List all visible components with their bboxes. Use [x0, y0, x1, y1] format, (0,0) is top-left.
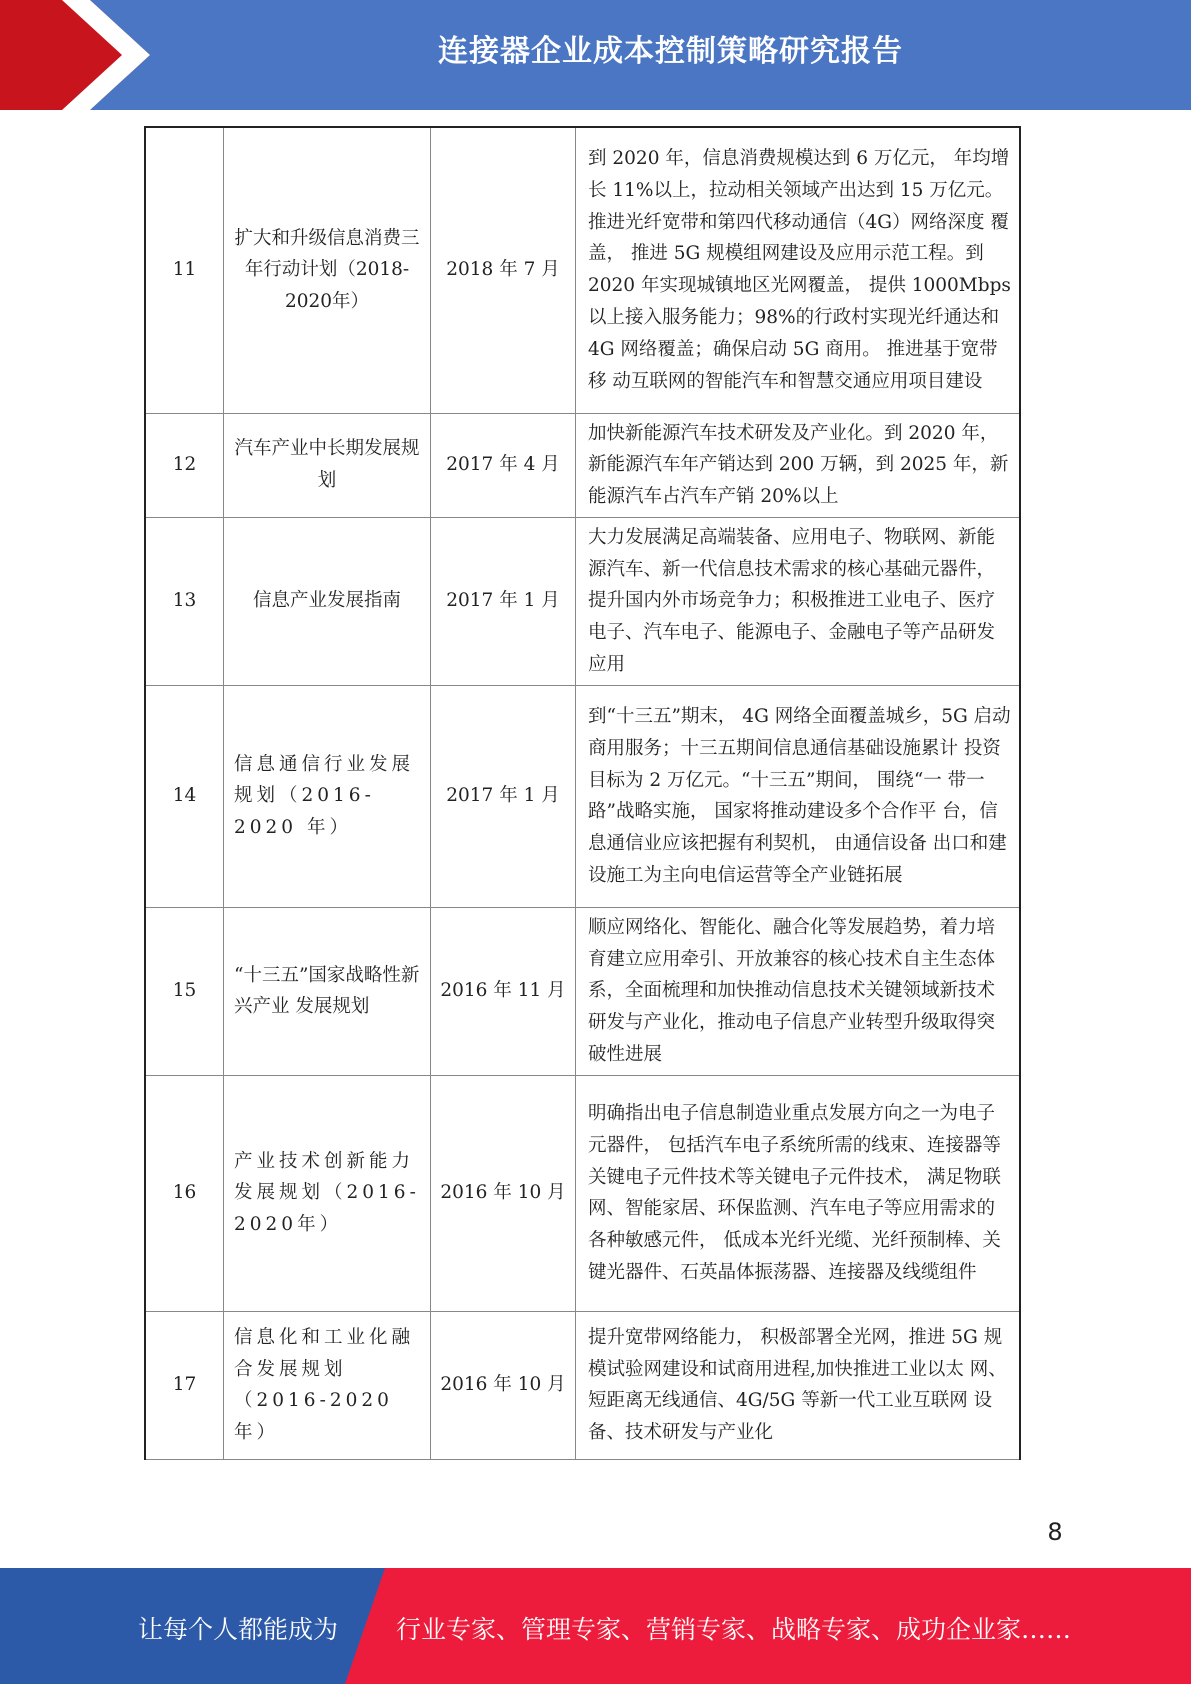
policy-description: 大力发展满足高端装备、应用电子、物联网、新能源汽车、新一代信息技术需求的核心基础元器件， 提升国内外市场竞争力；积极推进工业电子、医疗电子、汽车电子、能源电子、金融电子等产品研发应用 [576, 517, 1021, 685]
policy-name: “十三五”国家战略性新 兴产业 发展规划 [224, 907, 431, 1075]
table-row [145, 127, 1020, 413]
policy-name: 产业技术创新能力发展规划（2016-2020年） [224, 1075, 431, 1311]
report-title: 连接器企业成本控制策略研究报告 [438, 34, 903, 69]
policy-name: 信息通信行业发展规划（2016-2020 年） [224, 685, 431, 907]
policy-date: 2016 年 10 月 [431, 1311, 576, 1459]
row-number: 16 [145, 1075, 224, 1311]
policy-date: 2018 年 7 月 [431, 127, 576, 413]
policy-description: 提升宽带网络能力， 积极部署全光网，推进 5G 规模试验网建设和试商用进程,加快推进工业以太 网、短距离无线通信、4G/5G 等新一代工业互联网 设备、技术研发与产业化 [576, 1311, 1021, 1459]
header-arrow-decoration [0, 0, 160, 110]
policy-description: 明确指出电子信息制造业重点发展方向之一为电子元器件， 包括汽车电子系统所需的线束、连接器等关键电子元件技术等关键电子元件技术， 满足物联网、智能家居、环保监测、汽车电子等应用需求的各种敏感元件， 低成本光纤光缆、光纤预制棒、关键光器件、石英晶体振荡器、连接器及线缆组件 [576, 1075, 1021, 1311]
policy-date: 2017 年 1 月 [431, 685, 576, 907]
policy-description: 加快新能源汽车技术研发及产业化。到 2020 年，新能源汽车年产销达到 200 万辆，到 2025 年，新能源汽车占汽车产销 20%以上 [576, 413, 1021, 517]
policy-date: 2017 年 4 月 [431, 413, 576, 517]
row-number: 15 [145, 907, 224, 1075]
row-number: 11 [145, 127, 224, 413]
policy-name: 信息产业发展指南 [224, 517, 431, 685]
policy-table [144, 126, 1021, 1460]
policy-name: 扩大和升级信息消费三年行动计划（2018-2020年） [224, 127, 431, 413]
policy-name: 汽车产业中长期发展规划 [224, 413, 431, 517]
page-number: 8 [1047, 1518, 1063, 1546]
policy-description: 到 2020 年，信息消费规模达到 6 万亿元， 年均增长 11%以上，拉动相关领域产出达到 15 万亿元。推进光纤宽带和第四代移动通信（4G）网络深度 覆盖， 推进 5G 规模组网建设及应用示范工程。到 2020 年实现城镇地区光网覆盖， 提供 1000Mbps 以上接入服务能力；98%的行政村实现光纤通达和 4G 网络覆盖；确保启动 5G 商用。 推进基于宽带移 动互联网的智能汽车和智慧交通应用项目建设 [576, 127, 1021, 413]
page-header [0, 0, 1191, 110]
table-row [145, 907, 1020, 1075]
row-number: 12 [145, 413, 224, 517]
row-number: 14 [145, 685, 224, 907]
footer-slogan-left: 让每个人都能成为 [138, 1615, 339, 1644]
table-row [145, 1311, 1020, 1459]
policy-date: 2016 年 10 月 [431, 1075, 576, 1311]
footer-slogan-right: 行业专家、管理专家、营销专家、战略专家、成功企业家…… [396, 1615, 1072, 1644]
row-number: 17 [145, 1311, 224, 1459]
policy-description: 到“十三五”期末， 4G 网络全面覆盖城乡，5G 启动商用服务；十三五期间信息通信基础设施累计 投资目标为 2 万亿元。“十三五”期间， 围绕“一 带一路”战略实施， 国家将推动建设多个合作平 台，信息通信业应该把握有利契机， 由通信设备 出口和建设施工为主向电信运营等全产业链拓展 [576, 685, 1021, 907]
row-number: 13 [145, 517, 224, 685]
policy-date: 2017 年 1 月 [431, 517, 576, 685]
page-footer [0, 1568, 1191, 1684]
table-row [145, 1075, 1020, 1311]
policy-name: 信息化和工业化融合发展规划（2016-2020年） [224, 1311, 431, 1459]
policy-date: 2016 年 11 月 [431, 907, 576, 1075]
policy-description: 顺应网络化、智能化、融合化等发展趋势，着力培育建立应用牵引、开放兼容的核心技术自主生态体系，全面梳理和加快推动信息技术关键领域新技术研发与产业化，推动电子信息产业转型升级取得突破性进展 [576, 907, 1021, 1075]
table-row [145, 685, 1020, 907]
table-row [145, 413, 1020, 517]
table-row [145, 517, 1020, 685]
